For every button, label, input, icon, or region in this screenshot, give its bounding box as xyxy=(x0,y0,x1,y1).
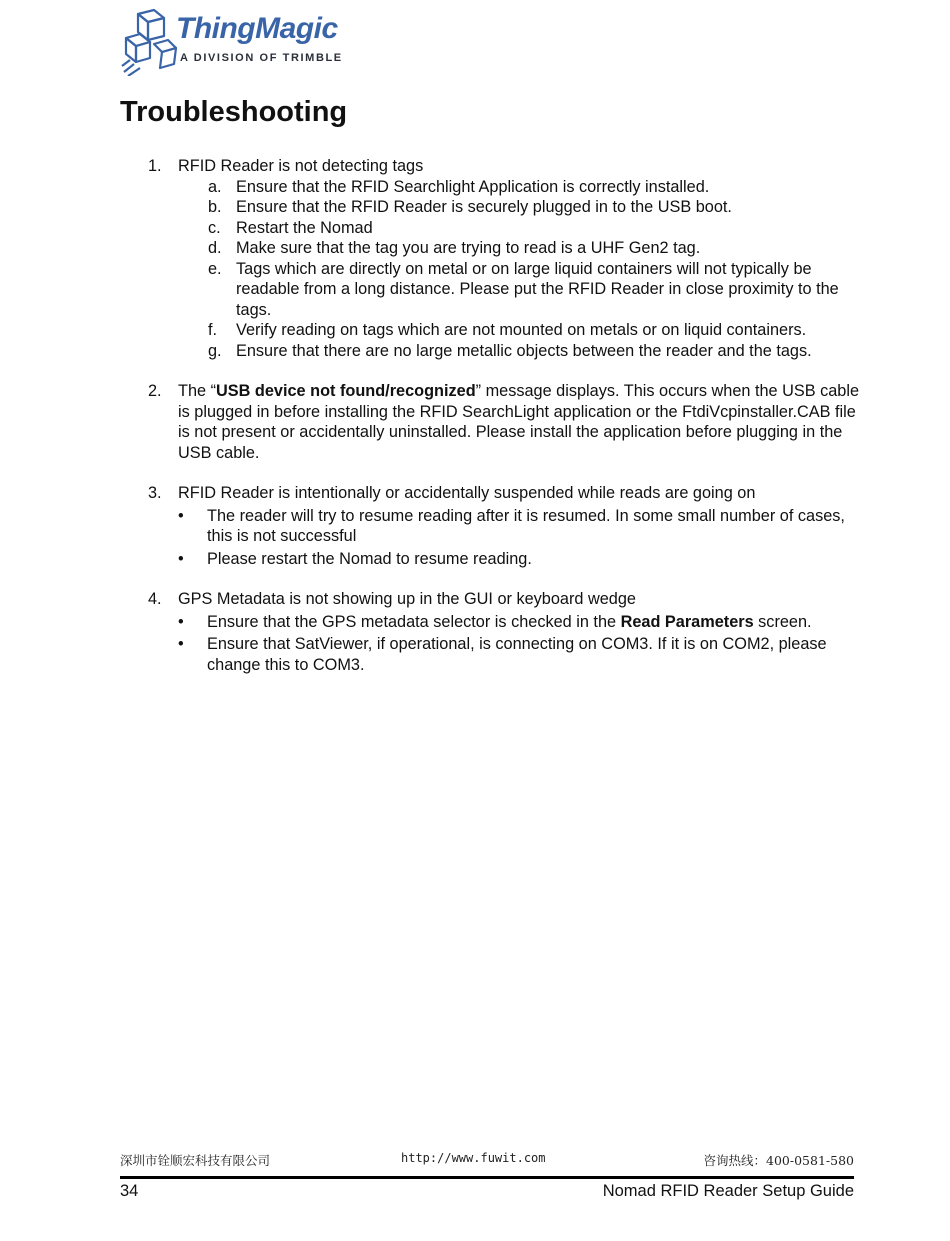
sub-item-text: Verify reading on tags which are not mounted on metals or on liquid containers. xyxy=(236,321,807,339)
sub-item-marker: d. xyxy=(208,239,222,257)
sub-item xyxy=(178,238,860,259)
footer-hotline: 咨询热线：400-0581-580 xyxy=(703,1153,854,1168)
text-run: ” message displays. This occurs when the USB cable is plugged in before installing the RFID SearchLight application or the FtdiVcpinstaller.CAB file is not present or accidentally uninstalled. Please install the application before plugging in the USB cable. xyxy=(178,382,860,462)
item-text: RFID Reader is intentionally or accidentally suspended while reads are going on xyxy=(178,484,756,502)
troubleshooting-list xyxy=(120,156,860,695)
bullet-item xyxy=(178,634,860,675)
sub-item-marker: e. xyxy=(208,259,222,278)
item-number: 3. xyxy=(148,484,162,502)
item-number: 2. xyxy=(148,382,162,400)
bullet-text xyxy=(207,612,860,633)
sub-item-marker: b. xyxy=(208,198,222,216)
sub-item-marker: g. xyxy=(208,341,222,360)
sub-item-marker: a. xyxy=(208,177,222,196)
item-text: RFID Reader is not detecting tags xyxy=(178,157,424,175)
sub-item-text: Ensure that the RFID Reader is securely plugged in to the USB boot. xyxy=(236,198,732,216)
page-number: 34 xyxy=(120,1182,139,1200)
sub-item xyxy=(178,341,860,362)
footer-divider xyxy=(120,1176,854,1179)
sub-item-marker: c. xyxy=(208,218,221,237)
usb-error-message: USB device not found/recognized xyxy=(216,382,476,400)
item-number: 4. xyxy=(148,590,162,608)
text-run: The “ xyxy=(178,382,217,400)
sub-item xyxy=(178,197,860,218)
item-text: GPS Metadata is not showing up in the GUI or keyboard wedge xyxy=(178,590,636,608)
logo-tagline: A DIVISION OF TRIMBLE xyxy=(180,52,343,64)
list-item xyxy=(120,589,860,675)
item-number: 1. xyxy=(148,157,162,175)
bullet-text: The reader will try to resume reading after it is resumed. In some small number of cases, this is not successful xyxy=(207,506,845,545)
footer-company: 深圳市铨顺宏科技有限公司 xyxy=(120,1153,271,1168)
list-item xyxy=(120,156,860,361)
sub-item xyxy=(178,218,860,239)
guide-title: Nomad RFID Reader Setup Guide xyxy=(602,1182,854,1200)
footer-notes xyxy=(120,1151,854,1169)
text-run: Ensure that the GPS metadata selector is checked in the xyxy=(207,612,621,631)
bullet-text: Please restart the Nomad to resume reading. xyxy=(207,549,532,568)
sub-item-text: Make sure that the tag you are trying to read is a UHF Gen2 tag. xyxy=(236,239,701,257)
list-item xyxy=(120,381,860,463)
bullet-text: Ensure that SatViewer, if operational, is connecting on COM3. If it is on COM2, please change this to COM3. xyxy=(207,635,827,674)
bullet-item xyxy=(178,506,860,547)
bullet-item xyxy=(178,549,860,570)
bullet-icon: • xyxy=(178,612,184,631)
read-parameters-label: Read Parameters xyxy=(620,612,754,631)
bullet-item xyxy=(178,612,860,633)
text-run: screen. xyxy=(753,612,812,631)
list-item xyxy=(120,483,860,569)
bullet-icon: • xyxy=(178,506,184,525)
sub-item-text: Restart the Nomad xyxy=(236,218,373,237)
item-text xyxy=(178,381,860,463)
sub-item-marker: f. xyxy=(208,321,218,339)
bullet-icon: • xyxy=(178,635,184,653)
bullet-icon: • xyxy=(178,549,184,568)
sub-item xyxy=(178,320,860,341)
page-title: Troubleshooting xyxy=(120,96,348,128)
sub-item-text: Ensure that there are no large metallic objects between the reader and the tags. xyxy=(236,341,812,360)
sub-item-text: Ensure that the RFID Searchlight Application is correctly installed. xyxy=(236,177,710,196)
sub-item-text: Tags which are directly on metal or on large liquid containers will not typically be readable from a long distance. Please put the RFID Reader in close proximity to the tags. xyxy=(236,259,839,319)
sub-item xyxy=(178,177,860,198)
footer-url[interactable]: http://www.fuwit.com xyxy=(401,1151,546,1165)
thingmagic-logo xyxy=(120,8,352,76)
logo-wordmark: ThingMagic xyxy=(176,12,338,45)
sub-item xyxy=(178,259,860,321)
cube-logo-icon xyxy=(120,8,178,76)
